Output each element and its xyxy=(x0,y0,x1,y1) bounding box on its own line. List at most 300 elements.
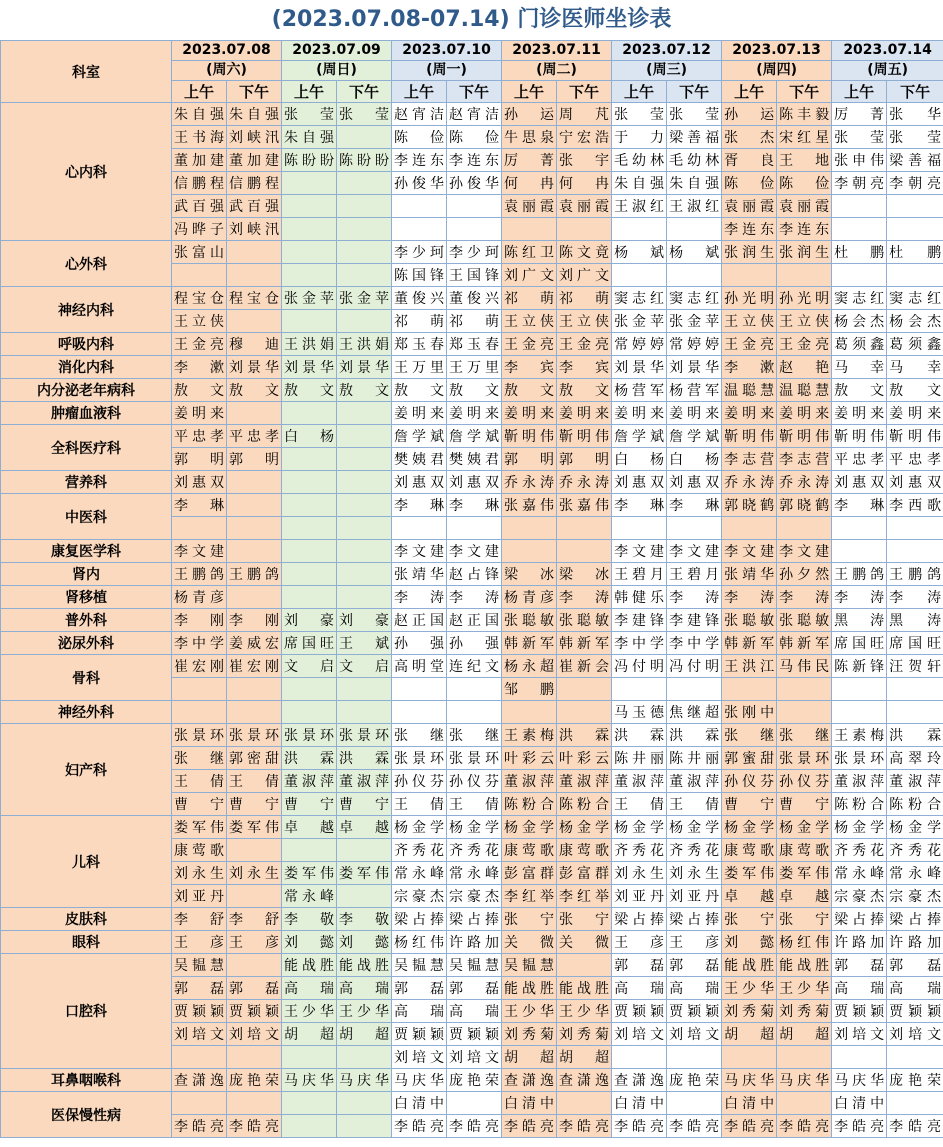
doctor-cell: 孙 运 xyxy=(502,103,557,126)
doctor-cell: 陈粉合 xyxy=(502,793,557,816)
doctor-cell xyxy=(612,1046,667,1069)
doctor-cell: 李 琳 xyxy=(612,494,667,517)
doctor-cell: 李 涛 xyxy=(722,586,777,609)
doctor-cell: 孙仪芬 xyxy=(447,770,502,793)
doctor-cell: 许路加 xyxy=(887,931,943,954)
doctor-cell: 白清中 xyxy=(392,1092,447,1115)
doctor-cell: 贾颖颖 xyxy=(612,1000,667,1023)
doctor-cell xyxy=(832,264,887,287)
doctor-cell: 王万里 xyxy=(447,356,502,379)
doctor-cell xyxy=(667,218,722,241)
doctor-cell: 张 宇 xyxy=(557,149,612,172)
doctor-cell: 李中学 xyxy=(667,632,722,655)
am-header: 上午 xyxy=(172,81,227,103)
doctor-cell: 李文建 xyxy=(612,540,667,563)
doctor-cell: 王 彦 xyxy=(612,931,667,954)
doctor-cell: 李 琳 xyxy=(172,494,227,517)
doctor-cell: 张 宁 xyxy=(557,908,612,931)
doctor-cell: 陈丰毅 xyxy=(777,103,832,126)
doctor-cell: 杨 斌 xyxy=(612,241,667,264)
doctor-cell: 庞艳荣 xyxy=(887,1069,943,1092)
doctor-cell: 李皓亮 xyxy=(227,1115,282,1138)
doctor-cell: 刘培文 xyxy=(887,1023,943,1046)
doctor-cell: 杨 斌 xyxy=(667,241,722,264)
doctor-cell: 王洪娟 xyxy=(282,333,337,356)
doctor-cell: 齐秀花 xyxy=(667,839,722,862)
doctor-cell: 王洪江 xyxy=(722,655,777,678)
doctor-cell: 王少华 xyxy=(282,1000,337,1023)
doctor-cell: 信鹏程 xyxy=(227,172,282,195)
doctor-cell: 李文建 xyxy=(447,540,502,563)
doctor-cell: 冯晔子 xyxy=(172,218,227,241)
doctor-cell: 姜明来 xyxy=(777,402,832,425)
doctor-cell: 郭 明 xyxy=(227,448,282,471)
doctor-cell: 李连东 xyxy=(447,149,502,172)
doctor-cell: 刘 豪 xyxy=(337,609,392,632)
doctor-cell: 刘惠双 xyxy=(612,471,667,494)
table-row xyxy=(1,908,943,931)
doctor-cell: 高 瑞 xyxy=(337,977,392,1000)
doctor-cell xyxy=(337,517,392,540)
doctor-cell xyxy=(557,954,612,977)
doctor-cell: 白清中 xyxy=(502,1092,557,1115)
doctor-cell: 郭 磊 xyxy=(887,954,943,977)
doctor-cell: 李皓亮 xyxy=(667,1115,722,1138)
table-row xyxy=(1,540,943,563)
doctor-cell xyxy=(502,540,557,563)
doctor-cell: 张靖华 xyxy=(392,563,447,586)
doctor-cell: 娄军伟 xyxy=(337,862,392,885)
doctor-cell: 陈 俭 xyxy=(392,126,447,149)
doctor-cell: 李 舒 xyxy=(172,908,227,931)
doctor-cell: 袁丽霞 xyxy=(502,195,557,218)
doctor-cell: 吴韫慧 xyxy=(447,954,502,977)
doctor-cell: 梁 冰 xyxy=(502,563,557,586)
doctor-cell: 武百强 xyxy=(227,195,282,218)
doctor-cell: 陈粉合 xyxy=(557,793,612,816)
doctor-cell: 宗豪杰 xyxy=(392,885,447,908)
doctor-cell: 胡 超 xyxy=(502,1046,557,1069)
doctor-cell: 李中学 xyxy=(172,632,227,655)
doctor-cell: 齐秀花 xyxy=(832,839,887,862)
doctor-cell: 曹 宁 xyxy=(722,793,777,816)
doctor-cell: 王鹏鸽 xyxy=(227,563,282,586)
table-row xyxy=(1,563,943,586)
doctor-cell: 靳明伟 xyxy=(502,425,557,448)
doctor-cell: 李少珂 xyxy=(392,241,447,264)
doctor-cell: 姜威宏 xyxy=(227,632,282,655)
doctor-cell: 白 杨 xyxy=(612,448,667,471)
doctor-cell: 曹 宁 xyxy=(282,793,337,816)
doctor-cell: 韩健乐 xyxy=(612,586,667,609)
doctor-cell: 窦志红 xyxy=(612,287,667,310)
doctor-cell: 李 刚 xyxy=(172,609,227,632)
doctor-cell: 庞艳荣 xyxy=(447,1069,502,1092)
doctor-cell: 赵宵洁 xyxy=(447,103,502,126)
doctor-cell: 张 宁 xyxy=(502,908,557,931)
doctor-cell: 刘景华 xyxy=(282,356,337,379)
doctor-cell: 李西歌 xyxy=(887,494,943,517)
doctor-cell xyxy=(557,701,612,724)
doctor-cell: 高 瑞 xyxy=(392,1000,447,1023)
doctor-cell: 敖 文 xyxy=(282,379,337,402)
doctor-cell: 朱自强 xyxy=(667,172,722,195)
doctor-cell: 乔永涛 xyxy=(777,471,832,494)
doctor-cell: 齐秀花 xyxy=(612,839,667,862)
doctor-cell: 贾颖颖 xyxy=(392,1023,447,1046)
doctor-cell: 梁善福 xyxy=(887,149,943,172)
doctor-cell: 张景环 xyxy=(337,724,392,747)
doctor-cell: 郭 磊 xyxy=(832,954,887,977)
doctor-cell xyxy=(557,1092,612,1115)
doctor-cell: 郭 磊 xyxy=(172,977,227,1000)
date-header: 2023.07.11 xyxy=(502,41,612,61)
doctor-cell: 樊姨君 xyxy=(447,448,502,471)
doctor-cell: 靳明伟 xyxy=(832,425,887,448)
doctor-cell xyxy=(337,425,392,448)
doctor-cell: 能战胜 xyxy=(557,977,612,1000)
doctor-cell: 马庆华 xyxy=(392,1069,447,1092)
doctor-cell: 王金亮 xyxy=(722,333,777,356)
doctor-cell: 洪 霖 xyxy=(557,724,612,747)
doctor-cell xyxy=(337,885,392,908)
doctor-cell: 赵正国 xyxy=(447,609,502,632)
doctor-cell: 杨金学 xyxy=(392,816,447,839)
doctor-cell: 乔永涛 xyxy=(722,471,777,494)
doctor-cell: 李红举 xyxy=(557,885,612,908)
doctor-cell: 张聪敏 xyxy=(777,609,832,632)
doctor-cell: 卓 越 xyxy=(777,885,832,908)
doctor-cell: 刘培文 xyxy=(392,1046,447,1069)
department-name: 普外科 xyxy=(1,609,172,632)
doctor-cell: 刘培文 xyxy=(832,1023,887,1046)
doctor-cell: 文 启 xyxy=(337,655,392,678)
doctor-cell xyxy=(337,448,392,471)
doctor-cell: 董淑萍 xyxy=(887,770,943,793)
doctor-cell xyxy=(887,218,943,241)
doctor-cell: 曹 宁 xyxy=(337,793,392,816)
doctor-cell: 敖 文 xyxy=(502,379,557,402)
doctor-cell: 杨红伟 xyxy=(392,931,447,954)
weekday-header: (周三) xyxy=(612,61,722,81)
doctor-cell: 杨金学 xyxy=(722,816,777,839)
doctor-cell: 崔宏刚 xyxy=(227,655,282,678)
page-title: (2023.07.08-07.14) 门诊医师坐诊表 xyxy=(0,0,943,40)
table-row xyxy=(1,701,943,724)
doctor-cell: 信鹏程 xyxy=(172,172,227,195)
doctor-cell xyxy=(227,517,282,540)
doctor-cell: 彭富群 xyxy=(502,862,557,885)
department-name: 神经外科 xyxy=(1,701,172,724)
doctor-cell: 李建锋 xyxy=(667,609,722,632)
doctor-cell xyxy=(337,540,392,563)
doctor-cell: 王立侠 xyxy=(722,310,777,333)
doctor-cell xyxy=(832,701,887,724)
doctor-cell: 李 涛 xyxy=(887,586,943,609)
doctor-cell: 席国旺 xyxy=(282,632,337,655)
doctor-cell xyxy=(612,218,667,241)
doctor-cell: 祁 萌 xyxy=(502,287,557,310)
doctor-cell: 姜明来 xyxy=(172,402,227,425)
doctor-cell xyxy=(832,1046,887,1069)
doctor-cell: 靳明伟 xyxy=(887,425,943,448)
doctor-cell: 王鹏鸽 xyxy=(832,563,887,586)
doctor-cell: 康莺歌 xyxy=(502,839,557,862)
doctor-cell: 常婷婷 xyxy=(612,333,667,356)
doctor-cell: 马庆华 xyxy=(337,1069,392,1092)
doctor-cell: 杨会杰 xyxy=(887,310,943,333)
doctor-cell: 梁占捧 xyxy=(392,908,447,931)
doctor-cell: 王鹏鸽 xyxy=(172,563,227,586)
doctor-cell xyxy=(612,678,667,701)
doctor-cell: 王立侠 xyxy=(557,310,612,333)
doctor-cell xyxy=(282,195,337,218)
doctor-cell xyxy=(887,264,943,287)
doctor-cell: 周 芃 xyxy=(557,103,612,126)
doctor-cell xyxy=(557,517,612,540)
doctor-cell: 王立侠 xyxy=(172,310,227,333)
doctor-cell: 袁丽霞 xyxy=(557,195,612,218)
doctor-cell xyxy=(337,586,392,609)
doctor-cell: 杨会杰 xyxy=(832,310,887,333)
doctor-cell xyxy=(227,954,282,977)
doctor-cell: 梁占捧 xyxy=(667,908,722,931)
doctor-cell: 敖 文 xyxy=(227,379,282,402)
doctor-cell: 刘惠双 xyxy=(172,471,227,494)
doctor-cell: 李皓亮 xyxy=(612,1115,667,1138)
doctor-cell: 张景环 xyxy=(172,724,227,747)
department-name: 妇产科 xyxy=(1,724,172,816)
doctor-cell: 张润生 xyxy=(777,241,832,264)
doctor-cell: 高 瑞 xyxy=(612,977,667,1000)
doctor-cell xyxy=(887,701,943,724)
doctor-cell: 常永峰 xyxy=(887,862,943,885)
doctor-cell: 姜明来 xyxy=(447,402,502,425)
department-name: 中医科 xyxy=(1,494,172,540)
doctor-cell: 郭 磊 xyxy=(392,977,447,1000)
doctor-cell: 平忠孝 xyxy=(172,425,227,448)
doctor-cell: 刘亚丹 xyxy=(612,885,667,908)
doctor-cell: 姜明来 xyxy=(557,402,612,425)
doctor-cell: 冯付明 xyxy=(667,655,722,678)
doctor-cell: 胡 超 xyxy=(777,1023,832,1046)
doctor-cell: 李皓亮 xyxy=(172,1115,227,1138)
doctor-cell: 刘广文 xyxy=(557,264,612,287)
doctor-cell: 文 启 xyxy=(282,655,337,678)
doctor-cell: 张聪敏 xyxy=(722,609,777,632)
doctor-cell: 王立侠 xyxy=(502,310,557,333)
doctor-cell: 叶彩云 xyxy=(502,747,557,770)
doctor-cell: 卓 越 xyxy=(282,816,337,839)
doctor-cell: 贾颖颖 xyxy=(172,1000,227,1023)
doctor-cell: 郭 磊 xyxy=(612,954,667,977)
doctor-cell: 王淑红 xyxy=(612,195,667,218)
doctor-cell: 王书海 xyxy=(172,126,227,149)
doctor-cell: 张景环 xyxy=(282,724,337,747)
table-row xyxy=(1,655,943,678)
doctor-cell: 张金苹 xyxy=(667,310,722,333)
doctor-cell: 张 华 xyxy=(887,103,943,126)
doctor-cell xyxy=(172,678,227,701)
doctor-cell xyxy=(282,701,337,724)
doctor-cell: 李皓亮 xyxy=(557,1115,612,1138)
doctor-cell: 关 微 xyxy=(557,931,612,954)
doctor-cell: 杨红伟 xyxy=(777,931,832,954)
doctor-cell: 董加建 xyxy=(227,149,282,172)
doctor-cell: 王 彦 xyxy=(667,931,722,954)
doctor-cell: 宋红星 xyxy=(777,126,832,149)
doctor-cell: 杨金学 xyxy=(447,816,502,839)
doctor-cell: 陈文竟 xyxy=(557,241,612,264)
doctor-cell: 王洪娟 xyxy=(337,333,392,356)
doctor-cell: 赵正国 xyxy=(392,609,447,632)
doctor-cell: 赵宵洁 xyxy=(392,103,447,126)
doctor-cell: 郭 磊 xyxy=(227,977,282,1000)
doctor-cell: 刘秀菊 xyxy=(777,1000,832,1023)
doctor-cell: 马庆华 xyxy=(777,1069,832,1092)
doctor-cell: 郭 明 xyxy=(172,448,227,471)
doctor-cell: 王国锋 xyxy=(447,264,502,287)
doctor-cell: 李 漱 xyxy=(172,356,227,379)
doctor-cell: 温聪慧 xyxy=(722,379,777,402)
doctor-cell: 张景环 xyxy=(832,747,887,770)
doctor-cell: 王万里 xyxy=(392,356,447,379)
department-name: 耳鼻咽喉科 xyxy=(1,1069,172,1092)
doctor-cell: 董淑萍 xyxy=(502,770,557,793)
doctor-cell: 陈国锋 xyxy=(392,264,447,287)
doctor-cell: 葛须鑫 xyxy=(887,333,943,356)
doctor-cell: 张润生 xyxy=(722,241,777,264)
table-row xyxy=(1,287,943,310)
doctor-cell: 常永峰 xyxy=(282,885,337,908)
doctor-cell: 庞艳荣 xyxy=(667,1069,722,1092)
doctor-cell: 关 微 xyxy=(502,931,557,954)
doctor-cell: 娄军伟 xyxy=(722,862,777,885)
doctor-cell xyxy=(612,517,667,540)
weekday-header: (周四) xyxy=(722,61,832,81)
doctor-cell: 李文建 xyxy=(722,540,777,563)
doctor-cell: 陈井丽 xyxy=(612,747,667,770)
doctor-cell xyxy=(502,701,557,724)
doctor-cell: 朱自强 xyxy=(172,103,227,126)
doctor-cell xyxy=(282,563,337,586)
doctor-cell: 汪贺轩 xyxy=(887,655,943,678)
doctor-cell: 孙 运 xyxy=(722,103,777,126)
doctor-cell: 邹 鹏 xyxy=(502,678,557,701)
doctor-cell: 窦志红 xyxy=(667,287,722,310)
doctor-cell: 毛幼林 xyxy=(667,149,722,172)
doctor-cell: 李 刚 xyxy=(227,609,282,632)
table-row xyxy=(1,1069,943,1092)
date-header: 2023.07.08 xyxy=(172,41,282,61)
doctor-cell: 王淑红 xyxy=(667,195,722,218)
doctor-cell: 杨永超 xyxy=(502,655,557,678)
table-row xyxy=(1,632,943,655)
doctor-cell: 杨金学 xyxy=(667,816,722,839)
doctor-cell: 李少珂 xyxy=(447,241,502,264)
doctor-cell: 吴韫慧 xyxy=(392,954,447,977)
doctor-cell: 李 敬 xyxy=(337,908,392,931)
doctor-cell xyxy=(282,517,337,540)
doctor-cell: 杨青彦 xyxy=(502,586,557,609)
doctor-cell: 王少华 xyxy=(722,977,777,1000)
table-row xyxy=(1,103,943,126)
doctor-cell: 马 幸 xyxy=(832,356,887,379)
weekday-header: (周六) xyxy=(172,61,282,81)
doctor-cell: 靳明伟 xyxy=(557,425,612,448)
table-row xyxy=(1,816,943,839)
doctor-cell: 张嘉伟 xyxy=(557,494,612,517)
doctor-cell: 李皓亮 xyxy=(722,1115,777,1138)
doctor-cell: 马庆华 xyxy=(722,1069,777,1092)
doctor-cell xyxy=(447,1092,502,1115)
doctor-cell: 郭晓鹤 xyxy=(722,494,777,517)
doctor-cell xyxy=(667,1092,722,1115)
doctor-cell: 董淑萍 xyxy=(612,770,667,793)
am-header: 上午 xyxy=(612,81,667,103)
doctor-cell xyxy=(392,517,447,540)
doctor-cell xyxy=(887,195,943,218)
doctor-cell: 李中学 xyxy=(612,632,667,655)
doctor-cell: 梁善福 xyxy=(667,126,722,149)
doctor-cell: 彭富群 xyxy=(557,862,612,885)
doctor-cell: 李朝亮 xyxy=(832,172,887,195)
doctor-cell: 郭密甜 xyxy=(227,747,282,770)
doctor-cell: 张景环 xyxy=(447,747,502,770)
doctor-cell xyxy=(282,1115,337,1138)
doctor-cell: 杨金学 xyxy=(777,816,832,839)
doctor-cell: 董淑萍 xyxy=(667,770,722,793)
doctor-cell: 曹 宁 xyxy=(777,793,832,816)
doctor-cell xyxy=(832,218,887,241)
doctor-cell: 武百强 xyxy=(172,195,227,218)
doctor-cell: 刘亚丹 xyxy=(172,885,227,908)
doctor-cell: 王金亮 xyxy=(172,333,227,356)
doctor-cell: 曹 宁 xyxy=(227,793,282,816)
doctor-cell: 詹学斌 xyxy=(392,425,447,448)
doctor-cell xyxy=(502,218,557,241)
doctor-cell: 齐秀花 xyxy=(447,839,502,862)
doctor-cell: 刘 懿 xyxy=(722,931,777,954)
doctor-cell xyxy=(337,563,392,586)
am-header: 上午 xyxy=(722,81,777,103)
doctor-cell xyxy=(447,678,502,701)
doctor-cell xyxy=(777,1046,832,1069)
doctor-cell: 朱自强 xyxy=(227,103,282,126)
doctor-cell: 白清中 xyxy=(612,1092,667,1115)
doctor-cell: 张 莹 xyxy=(612,103,667,126)
doctor-cell: 李 涛 xyxy=(447,586,502,609)
department-name: 骨科 xyxy=(1,655,172,701)
doctor-cell: 敖 文 xyxy=(447,379,502,402)
doctor-cell: 王 倩 xyxy=(667,793,722,816)
doctor-cell: 梁占捧 xyxy=(447,908,502,931)
doctor-cell: 陈 俭 xyxy=(447,126,502,149)
doctor-cell: 李连东 xyxy=(777,218,832,241)
doctor-cell: 刘永生 xyxy=(612,862,667,885)
pm-header: 下午 xyxy=(667,81,722,103)
doctor-cell: 张 继 xyxy=(172,747,227,770)
doctor-cell xyxy=(667,1046,722,1069)
doctor-cell: 洪 霖 xyxy=(337,747,392,770)
doctor-cell: 郭 明 xyxy=(502,448,557,471)
doctor-cell: 康莺歌 xyxy=(777,839,832,862)
doctor-cell xyxy=(227,402,282,425)
doctor-cell: 张 莹 xyxy=(832,126,887,149)
doctor-cell: 王碧月 xyxy=(612,563,667,586)
doctor-cell: 葛须鑫 xyxy=(832,333,887,356)
doctor-cell xyxy=(337,241,392,264)
